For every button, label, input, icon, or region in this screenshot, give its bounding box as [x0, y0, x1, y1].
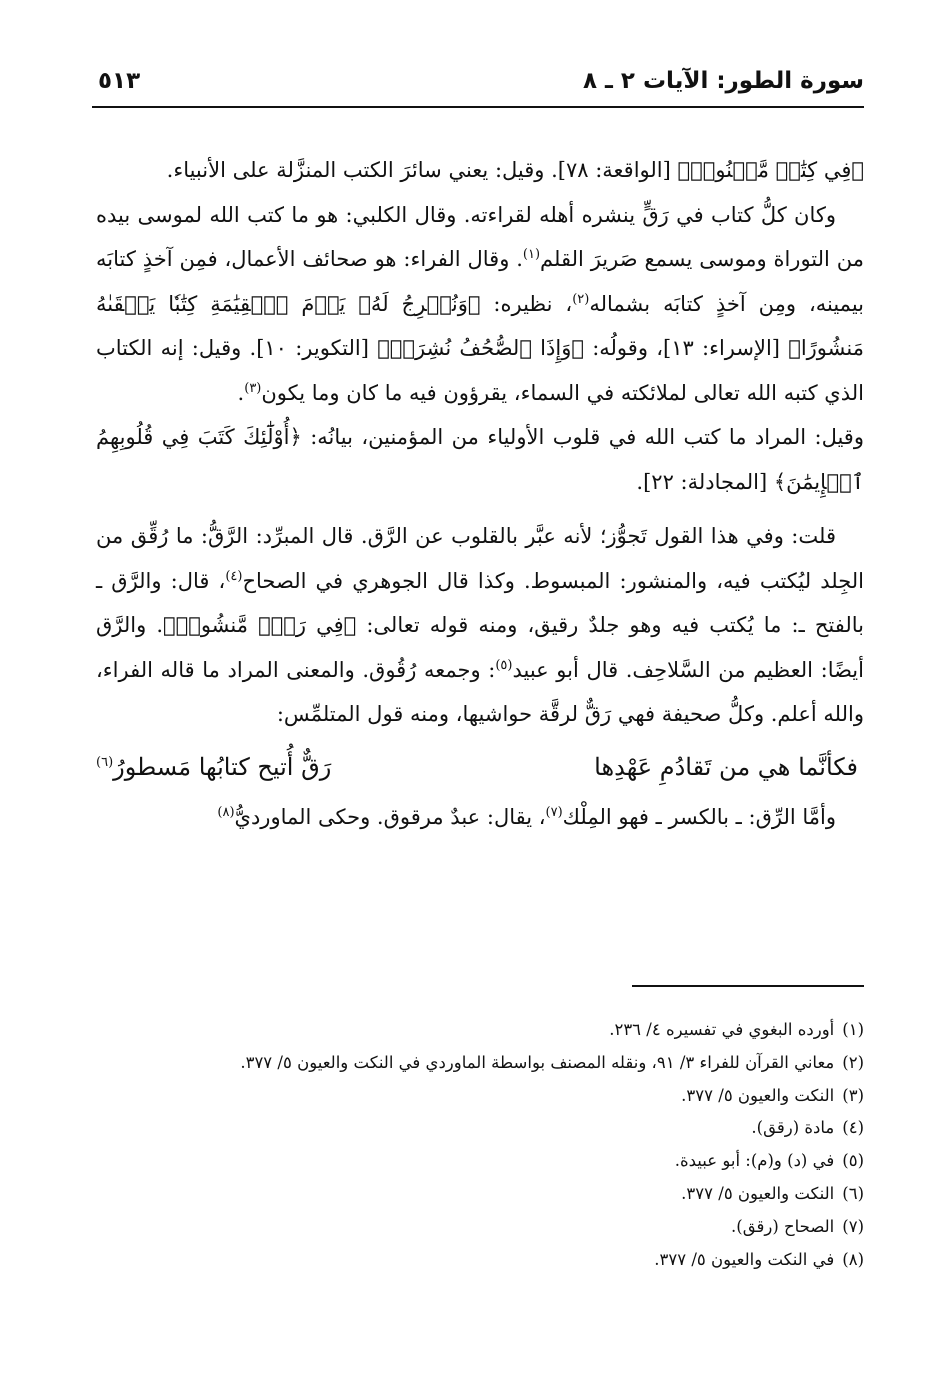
footnote-item: [96, 1080, 864, 1113]
footnote-text: النكت والعيون ٥/ ٣٧٧.: [681, 1183, 835, 1203]
verse-first-hemistich: فكأنَّما هي من تَقادُمِ عَهْدِها: [594, 752, 858, 781]
text-run: ، يقال: عبدٌ مرقوق. وحكى الماورديُّ: [234, 804, 546, 829]
text-run: وكان كلُّ كتاب في رَقٍّ ينشره أهله لقراءته. وقال الكلبي: هو ما كتب الله لموسى بيده من التوراة وموسى يسمع صَريرَ القلم: [96, 202, 864, 271]
footnote-number: (٢): [842, 1052, 864, 1072]
text-run: : وجمعه رُقُوق. والمعنى المراد ما قاله الفراء، والله أعلم. وكلُّ صحيفة فهي رَقٌّ لرقَّة حواشيها، ومنه قول المتلمِّس:: [96, 657, 864, 726]
footnote-number: (٤): [842, 1118, 864, 1138]
footnote-text: أورده البغوي في تفسيره ٤/ ٢٣٦.: [609, 1020, 835, 1039]
footnotes-list: [96, 1014, 864, 1276]
footnote-text: معاني القرآن للفراء ٣/ ٩١، ونقله المصنف بواسطة الماوردي في النكت والعيون ٥/ ٣٧٧.: [240, 1052, 835, 1072]
paragraph-3: [96, 415, 864, 504]
footnote-number: (٦): [842, 1183, 864, 1203]
running-title: سورة الطور: الآيات ٢ ـ ٨: [582, 68, 864, 94]
footnote-item: [96, 1145, 864, 1178]
text-run: ، قال: والرَّق ـ بالفتح ـ: ما يُكتب فيه وهو جلدٌ رقيق، ومنه قوله تعالى: ﴿فِي رَقّٖ مَّنشُورٖ﴾. والرَّق أيضًا: العظيم من السَّلاحِف. قال أبو عبيد: [96, 568, 864, 682]
text-run: ﴿فِي كِتَٰبٖ مَّكۡنُونٖ﴾ [الواقعة: ٧٨]. وقيل: يعني سائرَ الكتب المنزَّلة على الأنبياء.: [166, 158, 864, 182]
text-run: وأمَّا الرِّق: ـ بالكسر ـ فهو المِلْك: [562, 804, 836, 829]
footnote-number: (١): [842, 1020, 864, 1039]
footnote-item: [96, 1211, 864, 1244]
text-run: ، نظيره: ﴿وَنُخۡرِجُ لَهُۥ يَوۡمَ ٱلۡقِيَٰمَةِ كِتَٰبٗا يَلۡقَىٰهُ مَنشُورًا﴾ [الإسراء: ١٣]، وقولُه: ﴿وَإِذَا ٱلصُّحُفُ نُشِرَتۡ﴾ [التكوير: ١٠]. وقيل: إنه الكتاب الذي كتبه الله تعالى لملائكته في السماء، يقرؤون فيه ما كان وما يكون: [96, 291, 864, 405]
footnote-text: الصحاح (رقق).: [731, 1216, 835, 1236]
footnote-ref: (٢): [572, 291, 590, 307]
footnote-text: في النكت والعيون ٥/ ٣٧٧.: [654, 1249, 835, 1269]
footnote-ref: (٦): [96, 754, 114, 770]
text-run: .: [237, 380, 245, 405]
text-run: قلت: وفي هذا القول تَجوُّز؛ لأنه عبَّر بالقلوب عن الرَّق. قال المبرِّد: الرَّقُّ: ما رُقِّق من الجِلد ليُكتب فيه، والمنشور: المبسوط. وكذا قال الجوهري في الصحاح: [96, 524, 864, 593]
paragraph-1: [96, 148, 864, 193]
footnote-number: (٧): [842, 1216, 864, 1236]
main-text: [96, 148, 864, 839]
footnote-text: في (د) و(م): أبو عبيدة.: [674, 1151, 835, 1171]
text-run: رَقٌّ أُتيح كتابُها مَسطورُ: [113, 752, 332, 781]
page-header: [92, 62, 864, 108]
footnote-item: [96, 1178, 864, 1211]
text-run: . وقال الفراء: هو صحائف الأعمال، فمِن آخذٍ كتابَه بيمينه، ومِن آخذٍ كتابَه بشماله: [96, 247, 864, 316]
footnote-ref: (١): [522, 247, 541, 262]
verse-second-hemistich: [96, 741, 331, 793]
page-number: ٥١٣: [98, 68, 141, 94]
footnote-number: (٣): [842, 1085, 864, 1105]
footnote-text: النكت والعيون ٥/ ٣٧٧.: [681, 1085, 835, 1105]
footnote-ref: (٨): [217, 804, 235, 820]
footnote-ref: (٥): [495, 657, 513, 673]
paragraph-5: [96, 795, 864, 840]
footnote-item: [96, 1244, 864, 1277]
footnote-ref: (٤): [225, 568, 243, 584]
poetry-verse: [96, 741, 858, 793]
footnote-item: [96, 1112, 864, 1145]
paragraph-4: [96, 514, 864, 737]
footnote-separator: [632, 985, 864, 987]
footnote-number: (٨): [842, 1249, 864, 1269]
footnote-ref: (٣): [244, 380, 262, 396]
footnote-number: (٥): [842, 1151, 864, 1171]
footnote-ref: (٧): [545, 804, 563, 820]
paragraph-2: [96, 193, 864, 416]
text-run: وقيل: المراد ما كتب الله في قلوب الأولياء من المؤمنين، بيانُه: ﴿أُوْلَٰٓئِكَ كَتَبَ فِي قُلُوبِهِمُ ٱلۡإِيمَٰنَ﴾ [المجادلة: ٢٢].: [96, 425, 864, 494]
footnote-item: [96, 1014, 864, 1047]
footnote-text: مادة (رقق).: [751, 1118, 835, 1138]
footnote-item: [96, 1047, 864, 1080]
